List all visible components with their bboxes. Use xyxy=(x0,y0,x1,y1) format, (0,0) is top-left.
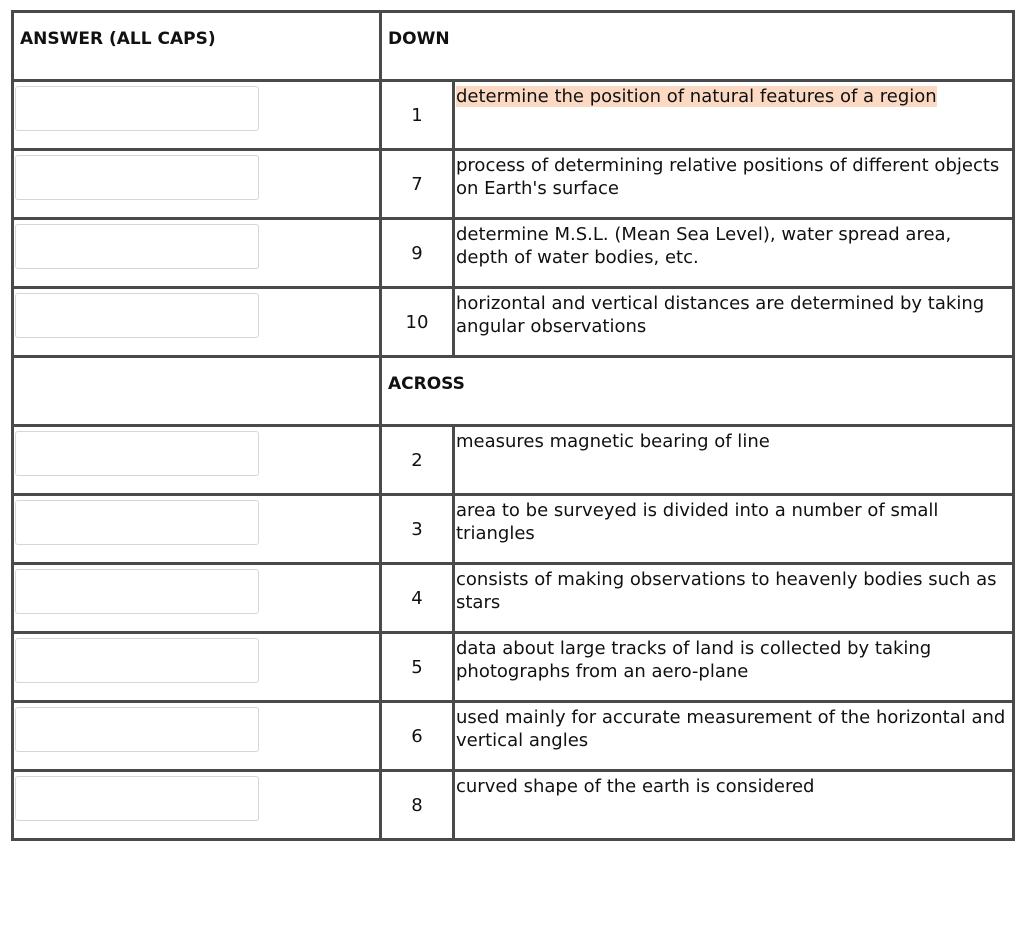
clue-number: 5 xyxy=(381,633,454,702)
clue-row xyxy=(13,633,1014,702)
answer-input-across-4[interactable] xyxy=(15,569,259,614)
clue-number: 7 xyxy=(381,150,454,219)
clue-text: measures magnetic bearing of line xyxy=(454,426,1014,495)
clue-row xyxy=(13,426,1014,495)
answer-input-across-2[interactable] xyxy=(15,431,259,476)
clue-number: 2 xyxy=(381,426,454,495)
header-row xyxy=(13,12,1014,81)
clue-number: 9 xyxy=(381,219,454,288)
clue-row xyxy=(13,219,1014,288)
clue-text: curved shape of the earth is considered xyxy=(454,771,1014,840)
clue-text: determine M.S.L. (Mean Sea Level), water spread area, depth of water bodies, etc. xyxy=(454,219,1014,288)
answer-input-across-6[interactable] xyxy=(15,707,259,752)
answer-input-across-3[interactable] xyxy=(15,500,259,545)
clue-row xyxy=(13,81,1014,150)
crossword-clue-table xyxy=(11,10,1015,841)
clue-text: horizontal and vertical distances are determined by taking angular observations xyxy=(454,288,1014,357)
clue-number: 4 xyxy=(381,564,454,633)
clue-number: 3 xyxy=(381,495,454,564)
clue-text-highlighted: determine the position of natural features of a region xyxy=(456,86,937,107)
clue-row xyxy=(13,495,1014,564)
answer-input-down-1[interactable] xyxy=(15,86,259,131)
clue-text: data about large tracks of land is collected by taking photographs from an aero-plane xyxy=(454,633,1014,702)
clue-number: 1 xyxy=(381,81,454,150)
clue-text: used mainly for accurate measurement of the horizontal and vertical angles xyxy=(454,702,1014,771)
answer-column-header: ANSWER (ALL CAPS) xyxy=(13,12,381,81)
clue-text: area to be surveyed is divided into a number of small triangles xyxy=(454,495,1014,564)
clue-row xyxy=(13,564,1014,633)
clue-row xyxy=(13,771,1014,840)
clue-text: process of determining relative positions of different objects on Earth's surface xyxy=(454,150,1014,219)
clue-row xyxy=(13,288,1014,357)
clue-number: 8 xyxy=(381,771,454,840)
across-section-header: ACROSS xyxy=(381,357,1014,426)
clue-number: 6 xyxy=(381,702,454,771)
clue-number: 10 xyxy=(381,288,454,357)
down-section-header: DOWN xyxy=(381,12,1014,81)
empty-cell xyxy=(13,357,381,426)
answer-input-across-5[interactable] xyxy=(15,638,259,683)
answer-input-down-10[interactable] xyxy=(15,293,259,338)
clue-row xyxy=(13,150,1014,219)
answer-input-down-7[interactable] xyxy=(15,155,259,200)
clue-row xyxy=(13,702,1014,771)
answer-input-across-8[interactable] xyxy=(15,776,259,821)
across-header-row xyxy=(13,357,1014,426)
clue-text: consists of making observations to heavenly bodies such as stars xyxy=(454,564,1014,633)
answer-input-down-9[interactable] xyxy=(15,224,259,269)
